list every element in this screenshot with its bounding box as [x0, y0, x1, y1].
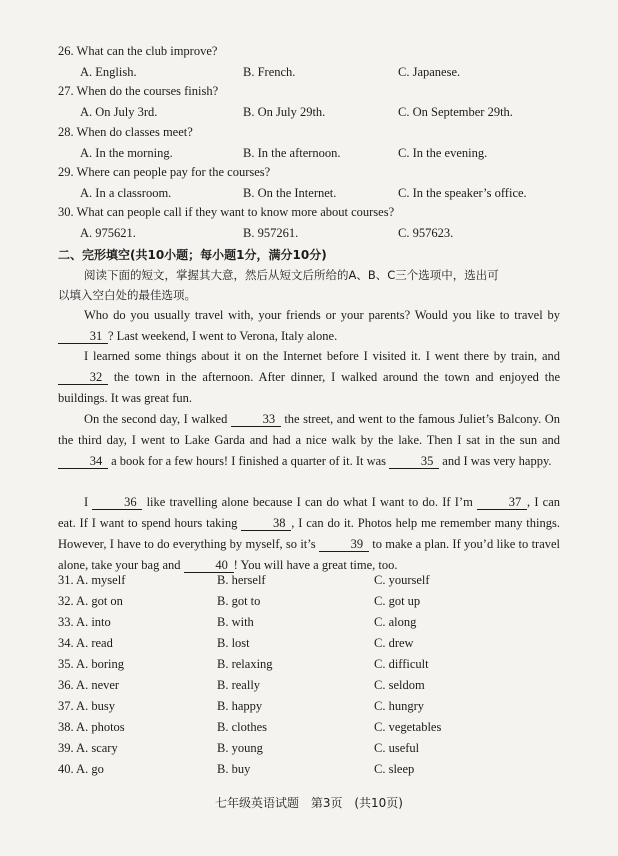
cloze-36-option-b: B. really: [217, 678, 261, 692]
question-30-option-b: B. 957261.: [243, 226, 299, 240]
section-instruction-line-2: 以填入空白处的最佳选项。: [58, 288, 196, 302]
cloze-35-option-c: C. difficult: [374, 657, 429, 671]
cloze-35-option-a: 35. A. boring: [58, 657, 124, 671]
cloze-38-option-b: B. clothes: [217, 720, 267, 734]
blank-36[interactable]: 36: [92, 495, 142, 510]
cloze-40-option-c: C. sleep: [374, 762, 415, 776]
cloze-33-option-c: C. along: [374, 615, 417, 629]
cloze-33-option-b: B. with: [217, 615, 254, 629]
cloze-32-option-b: B. got to: [217, 594, 261, 608]
question-28-option-a: A. In the morning.: [80, 146, 173, 160]
question-26-option-a: A. English.: [80, 65, 137, 79]
cloze-40-option-a: 40. A. go: [58, 762, 104, 776]
blank-35[interactable]: 35: [389, 454, 439, 469]
cloze-33-option-a: 33. A. into: [58, 615, 111, 629]
cloze-40-option-b: B. buy: [217, 762, 251, 776]
cloze-38-option-c: C. vegetables: [374, 720, 442, 734]
cloze-39-option-a: 39. A. scary: [58, 741, 118, 755]
blank-31[interactable]: 31: [58, 329, 108, 344]
question-28-option-b: B. In the afternoon.: [243, 146, 341, 160]
section-instruction-line-1: 阅读下面的短文，掌握其大意，然后从短文后所给的A、B、C三个选项中，选出可: [84, 268, 499, 282]
cloze-37-option-b: B. happy: [217, 699, 263, 713]
question-26-option-b: B. French.: [243, 65, 296, 79]
blank-34[interactable]: 34: [58, 454, 108, 469]
passage-paragraph-1: Who do you usually travel with, your friends or your parents? Would you like to travel by 31 ? Last weekend, I went to Verona, Italy alone.: [58, 305, 560, 347]
cloze-34-option-a: 34. A. read: [58, 636, 113, 650]
cloze-36-option-a: 36. A. never: [58, 678, 120, 692]
question-27: 27. When do the courses finish?: [58, 84, 219, 98]
blank-32[interactable]: 32: [58, 370, 108, 385]
cloze-35-option-b: B. relaxing: [217, 657, 273, 671]
passage-paragraph-2: I learned some things about it on the Internet before I visited it. I went there by train, and 32 the town in the afternoon. After dinner, I walked around the town and enjoyed the buildings. It was great fun.: [58, 349, 561, 405]
cloze-36-option-c: C. seldom: [374, 678, 425, 692]
passage-paragraph-4: I 36 like travelling alone because I can do what I want to do. If I’m 37 , I can eat. If I want to spend hours taking 38 , I can do it. Photos help me remember many things. However, I have to do everything by myself, so it’s 39 to make a plan. If you’d like to travel alone, take your bag and 40 ! You will have a great time, too.: [58, 495, 561, 572]
blank-38[interactable]: 38: [241, 516, 291, 531]
passage-paragraph-3: On the second day, I walked 33 the street, and went to the famous Juliet’s Balcony. On the third day, I went to Lake Garda and had a nice walk by the lake. Then I sat in the sun and 34 a book for a few hours! I finished a quarter of it. It was 35 and I was very happy.: [58, 412, 561, 468]
question-30-option-a: A. 975621.: [80, 226, 136, 240]
cloze-37-option-c: C. hungry: [374, 699, 424, 713]
question-28-option-c: C. In the evening.: [398, 146, 488, 160]
cloze-38-option-a: 38. A. photos: [58, 720, 125, 734]
question-26-option-c: C. Japanese.: [398, 65, 461, 79]
cloze-31-option-a: 31. A. myself: [58, 573, 126, 587]
question-27-option-a: A. On July 3rd.: [80, 105, 158, 119]
cloze-31-option-b: B. herself: [217, 573, 266, 587]
footer-exam-title: 七年级英语试题: [215, 796, 300, 810]
question-29-option-a: A. In a classroom.: [80, 186, 172, 200]
blank-33[interactable]: 33: [231, 412, 281, 427]
cloze-37-option-a: 37. A. busy: [58, 699, 115, 713]
blank-39[interactable]: 39: [319, 537, 369, 552]
footer-total-pages: (共10页): [354, 796, 403, 810]
page-footer: [0, 794, 618, 811]
footer-page-number: 第3页: [310, 796, 343, 810]
question-27-option-c: C. On September 29th.: [398, 105, 513, 119]
cloze-32-option-c: C. got up: [374, 594, 421, 608]
cloze-34-option-b: B. lost: [217, 636, 250, 650]
question-27-option-b: B. On July 29th.: [243, 105, 326, 119]
blank-40[interactable]: 40: [184, 558, 234, 573]
cloze-34-option-c: C. drew: [374, 636, 414, 650]
cloze-39-option-b: B. young: [217, 741, 263, 755]
question-29-option-c: C. In the speaker’s office.: [398, 186, 527, 200]
question-29: 29. Where can people pay for the courses?: [58, 165, 271, 179]
question-30-option-c: C. 957623.: [398, 226, 454, 240]
cloze-32-option-a: 32. A. got on: [58, 594, 123, 608]
cloze-39-option-c: C. useful: [374, 741, 420, 755]
question-30: 30. What can people call if they want to know more about courses?: [58, 205, 395, 219]
cloze-31-option-c: C. yourself: [374, 573, 430, 587]
question-28: 28. When do classes meet?: [58, 125, 193, 139]
question-29-option-b: B. On the Internet.: [243, 186, 337, 200]
question-26: 26. What can the club improve?: [58, 44, 218, 58]
section-title: 二、完形填空(共10小题；每小题1分，满分10分): [58, 248, 327, 262]
blank-37[interactable]: 37: [477, 495, 527, 510]
